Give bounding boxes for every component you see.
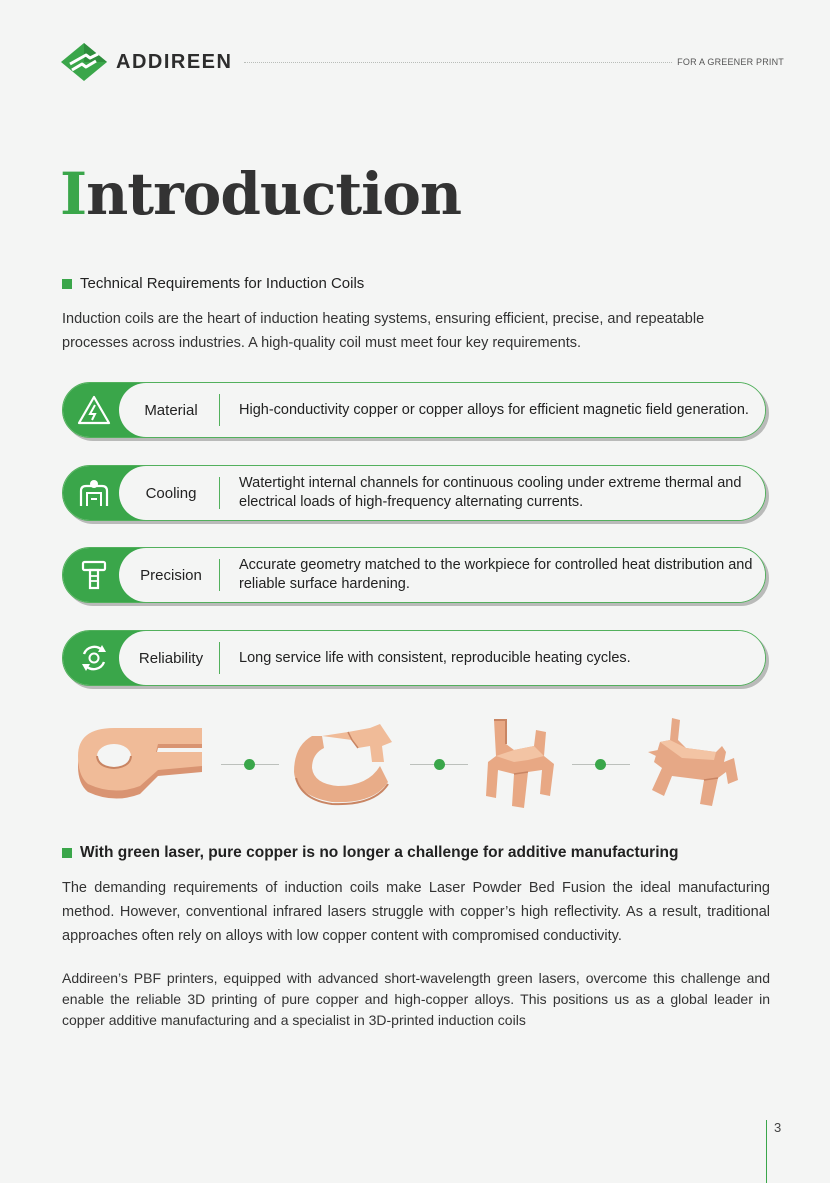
title-first-letter: I (60, 160, 87, 228)
section-heading-green-laser (62, 844, 678, 862)
requirement-description: High-conductivity copper or copper alloys for efficient magnetic field generation. (239, 401, 749, 418)
brand-name: ADDIREEN (116, 50, 233, 73)
requirement-description: Accurate geometry matched to the workpiece for controlled heat distribution and reliable surface hardening. (239, 557, 753, 592)
connector-dot (434, 759, 445, 770)
cooling-pipe-icon (77, 477, 111, 509)
tagline: FOR A GREENER PRINT (677, 57, 784, 67)
requirement-material (62, 382, 766, 438)
requirement-label: Precision (140, 566, 202, 584)
requirement-label: Cooling (145, 484, 197, 502)
addireen-logo-icon (60, 42, 108, 82)
section-heading-text: With green laser, pure copper is no longer a challenge for additive manufacturing (80, 844, 679, 861)
cycle-arrows-icon (77, 642, 111, 674)
page-number-rule (766, 1120, 767, 1183)
page-title (60, 160, 461, 228)
connector-dot (244, 759, 255, 770)
connector-dot (595, 759, 606, 770)
page-number: 3 (774, 1120, 782, 1135)
requirement-description: Long service life with consistent, reproducible heating cycles. (239, 649, 631, 666)
intro-paragraph: Induction coils are the heart of induction heating systems, ensuring efficient, precise, and repeatable processes across industries. A high-quality coil must meet four key requirements. (62, 311, 705, 351)
body-paragraph-2: Addireen’s PBF printers, equipped with advanced short-wavelength green lasers, overcome this challenge and enable the reliable 3D printing of pure copper and high-copper alloys. This positions us as a global leader in copper additive manufacturing and a specialist in 3D-printed induction coils (62, 970, 770, 1028)
coil-image-2 (288, 722, 402, 808)
warning-bolt-icon (77, 394, 111, 426)
title-rest: ntroduction (86, 160, 462, 228)
coil-image-1 (74, 726, 208, 802)
precision-tool-icon (77, 559, 111, 591)
requirement-cooling (62, 465, 766, 521)
bullet-square-icon (62, 279, 72, 289)
body-paragraph-1: The demanding requirements of induction coils make Laser Powder Bed Fusion the ideal manufacturing method. However, conventional infrared lasers struggle with copper’s high reflectivity. As a result, traditional approaches often rely on alloys with low copper content with compromised conductivity. (62, 880, 770, 944)
requirement-reliability (62, 630, 766, 686)
requirement-label: Reliability (138, 649, 204, 667)
logo (60, 42, 232, 82)
section-heading-text: Technical Requirements for Induction Coils (80, 275, 365, 292)
requirement-precision (62, 547, 766, 603)
header-divider (244, 62, 672, 63)
bullet-square-icon (62, 848, 72, 858)
requirement-label: Material (144, 401, 198, 419)
coil-image-4 (642, 716, 742, 812)
section-heading-requirements (62, 275, 364, 292)
requirement-description: Watertight internal channels for continuous cooling under extreme thermal and electrical loads of high-frequency alternating currents. (239, 475, 742, 510)
coil-image-3 (484, 716, 558, 812)
